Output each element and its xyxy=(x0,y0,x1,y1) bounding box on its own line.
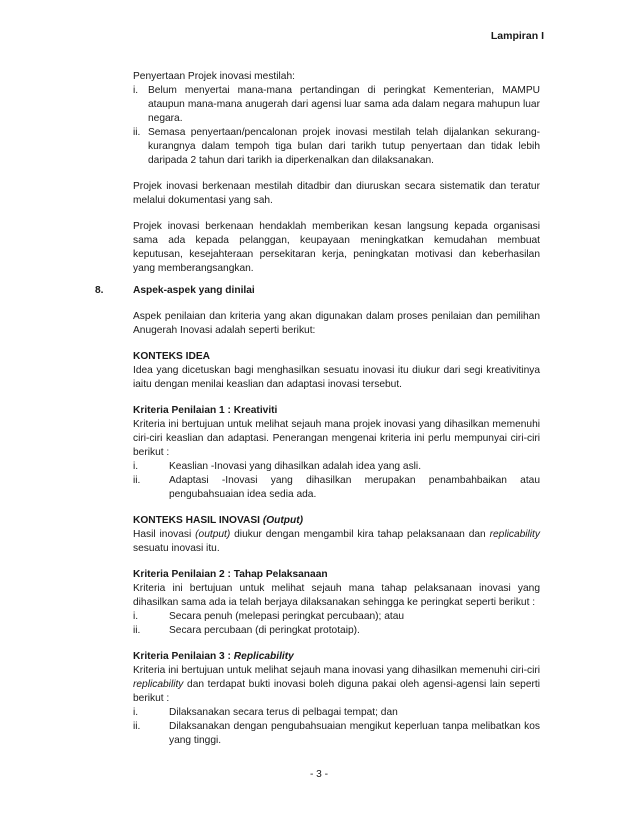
list-item xyxy=(133,126,540,168)
page-header-label: Lampiran I xyxy=(490,30,544,42)
list-number: ii. xyxy=(133,721,141,732)
list-text: Secara penuh (melepasi peringkat percubaan); atau xyxy=(169,611,405,622)
konteks-idea-heading: KONTEKS IDEA xyxy=(133,351,210,362)
list-text: Semasa penyertaan/pencalonan projek inovasi mestilah telah dijalankan sekurang-kurangnya dalam tempoh tiga bulan dari tarikh tutup penyertaan dan tidak lebih daripada 2 tahun dari tarikh ia diperkenalkan dan dilaksanakan. xyxy=(148,127,540,166)
intro-block xyxy=(133,70,540,276)
paragraph: Aspek penilaian dan kriteria yang akan digunakan dalam proses penilaian dan pemilihan Anugerah Inovasi adalah seperti berikut: xyxy=(133,311,540,336)
list-text: Belum menyertai mana-mana pertandingan di peringkat Kementerian, MAMPU ataupun mana-mana anugerah dari agensi luar sama ada dalam negara mahupun luar negara. xyxy=(148,85,540,124)
list-number: i. xyxy=(133,611,139,622)
list-item xyxy=(133,624,540,638)
kriteria-2-heading: Kriteria Penilaian 2 : Tahap Pelaksanaan xyxy=(133,569,328,580)
heading-main: Kriteria Penilaian 3 : xyxy=(133,651,231,662)
section-number: 8. xyxy=(95,285,104,296)
list-text: Keaslian -Inovasi yang dihasilkan adalah idea yang asli. xyxy=(169,461,422,472)
konteks-hasil-heading xyxy=(133,514,540,528)
paragraph: Kriteria ini bertujuan untuk melihat sejauh mana projek inovasi yang dihasilkan memenuhi ciri-ciri keaslian dan adaptasi. Penerangan mengenai kriteria ini perlu mempunyai ciri-ciri berikut : xyxy=(133,419,540,458)
section-title: Aspek-aspek yang dinilai xyxy=(133,285,255,296)
list-number: ii. xyxy=(133,475,141,486)
heading-italic: (Output) xyxy=(262,515,303,526)
list-item xyxy=(133,460,540,474)
list-number: ii. xyxy=(133,127,141,138)
heading-main: KONTEKS HASIL INOVASI xyxy=(133,515,260,526)
list-item xyxy=(133,474,540,502)
list-number: i. xyxy=(133,707,139,718)
section-body xyxy=(133,310,540,748)
kriteria-1-heading: Kriteria Penilaian 1 : Kreativiti xyxy=(133,405,278,416)
list-item xyxy=(133,610,540,624)
list-item xyxy=(133,84,540,126)
paragraph: Kriteria ini bertujuan untuk melihat sejauh mana inovasi yang dihasilkan memenuhi ciri-ciri replicability dan terdapat bukti inovasi boleh diguna pakai oleh agensi-agensi lain seperti berikut : xyxy=(133,665,540,704)
list-text: Dilaksanakan secara terus di pelbagai tempat; dan xyxy=(169,707,398,718)
paragraph: Projek inovasi berkenaan hendaklah memberikan kesan langsung kepada organisasi sama ada kepada pelanggan, keupayaan meningkatkan kemudahan membuat keputusan, kesejahteraan persekitaran kerja, peningkatan motivasi dan keberhasilan yang memberangsangkan. xyxy=(133,221,540,274)
list-number: i. xyxy=(133,461,139,472)
list-number: ii. xyxy=(133,625,141,636)
list-text: Adaptasi -Inovasi yang dihasilkan merupakan penambahbaikan atau pengubahsuaian idea sedia ada. xyxy=(169,475,540,500)
intro-lead: Penyertaan Projek inovasi mestilah: xyxy=(133,71,295,82)
paragraph: Projek inovasi berkenaan mestilah ditadbir dan diuruskan secara sistematik dan teratur melalui dokumentasi yang sah. xyxy=(133,181,540,206)
list-item xyxy=(133,706,540,720)
section-heading xyxy=(95,284,255,298)
page-number: - 3 - xyxy=(309,769,329,780)
paragraph: Hasil inovasi (output) diukur dengan mengambil kira tahap pelaksanaan dan replicability sesuatu inovasi itu. xyxy=(133,529,540,554)
paragraph: Idea yang dicetuskan bagi menghasilkan sesuatu inovasi itu diukur dari segi kreativitinya iaitu dengan menilai keaslian dan adaptasi inovasi tersebut. xyxy=(133,365,540,390)
list-text: Secara percubaan (di peringkat prototaip). xyxy=(169,625,360,636)
kriteria-3-heading xyxy=(133,650,540,664)
heading-italic: Replicability xyxy=(233,651,294,662)
list-text: Dilaksanakan dengan pengubahsuaian mengikut keperluan tanpa melibatkan kos yang tinggi. xyxy=(169,721,540,746)
paragraph: Kriteria ini bertujuan untuk melihat sejauh mana tahap pelaksanaan inovasi yang dihasilkan sama ada ia telah berjaya dilaksanakan sehingga ke peringkat seperti berikut : xyxy=(133,583,540,608)
list-item xyxy=(133,720,540,748)
list-number: i. xyxy=(133,85,139,96)
